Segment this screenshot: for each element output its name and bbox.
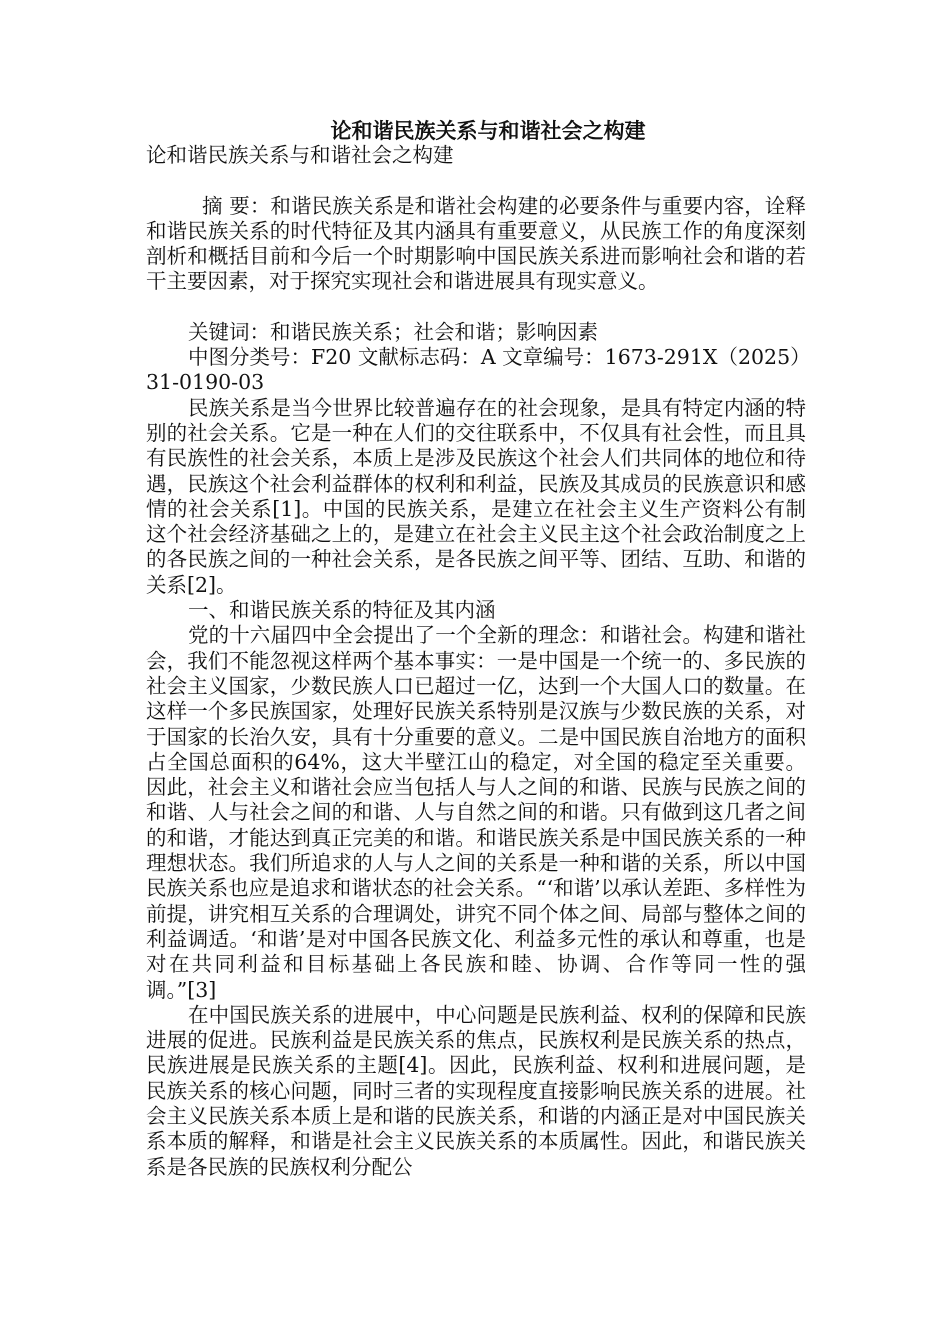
classification-line: 中图分类号：F20 文献标志码：A 文章编号：1673-291X（2025）31-0190-03 (146, 345, 801, 395)
document-page (146, 118, 806, 1180)
abstract-paragraph: 摘 要：和谐民族关系是和谐社会构建的必要条件与重要内容，诠释和谐民族关系的时代特征及其内涵具有重要意义，从民族工作的角度深刻剖析和概括目前和今后一个时期影响中国民族关系进而影响社会和谐的若干主要因素，对于探究实现社会和谐进展具有现实意义。 (146, 193, 806, 294)
document-subtitle: 论和谐民族关系与和谐社会之构建 (146, 143, 454, 168)
body-paragraph-2: 党的十六届四中全会提出了一个全新的理念：和谐社会。构建和谐社会，我们不能忽视这样两个基本事实：一是中国是一个统一的、多民族的社会主义国家，少数民族人口已超过一亿，达到一个大国人口的数量。在这样一个多民族国家，处理好民族关系特别是汉族与少数民族的关系，对于国家的长治久安，具有十分重要的意义。二是中国民族自治地方的面积占全国总面积的64%，这大半壁江山的稳定，对全国的稳定至关重要。因此，社会主义和谐社会应当包括人与人之间的和谐、民族与民族之间的和谐、人与社会之间的和谐、人与自然之间的和谐。只有做到这几者之间的和谐，才能达到真正完美的和谐。和谐民族关系是中国民族关系的一种理想状态。我们所追求的人与人之间的关系是一种和谐的关系，所以中国民族关系也应是追求和谐状态的社会关系。“‘和谐’以承认差距、多样性为前提，讲究相互关系的合理调处，讲究不同个体之间、局部与整体之间的利益调适。‘和谐’是对中国各民族文化、利益多元性的承认和尊重，也是对在共同利益和目标基础上各民族和睦、协调、合作等同一性的强调。”[3] (146, 623, 806, 1002)
keywords-line: 关键词：和谐民族关系；社会和谐；影响因素 (188, 319, 598, 344)
body-paragraph-1: 民族关系是当今世界比较普遍存在的社会现象，是具有特定内涵的特别的社会关系。它是一种在人们的交往联系中，不仅具有社会性，而且具有民族性的社会关系，本质上是涉及民族这个社会人们共同体的地位和待遇，民族这个社会利益群体的权利和利益，民族及其成员的民族意识和感情的社会关系[1]。中国的民族关系，是建立在社会主义生产资料公有制这个社会经济基础之上的，是建立在社会主义民主这个社会政治制度之上的各民族之间的一种社会关系，是各民族之间平等、团结、互助、和谐的关系[2]。 (146, 395, 806, 597)
body-paragraph-3: 在中国民族关系的进展中，中心问题是民族利益、权利的保障和民族进展的促进。民族利益是民族关系的焦点，民族权利是民族关系的热点，民族进展是民族关系的主题[4]。因此，民族利益、权利和进展问题，是民族关系的核心问题，同时三者的实现程度直接影响民族关系的进展。社会主义民族关系本质上是和谐的民族关系，和谐的内涵正是对中国民族关系本质的解释，和谐是社会主义民族关系的本质属性。因此，和谐民族关系是各民族的民族权利分配公 (146, 1002, 806, 1179)
section-heading-1: 一、和谐民族关系的特征及其内涵 (188, 598, 496, 623)
document-title: 论和谐民族关系与和谐社会之构建 (330, 118, 646, 143)
